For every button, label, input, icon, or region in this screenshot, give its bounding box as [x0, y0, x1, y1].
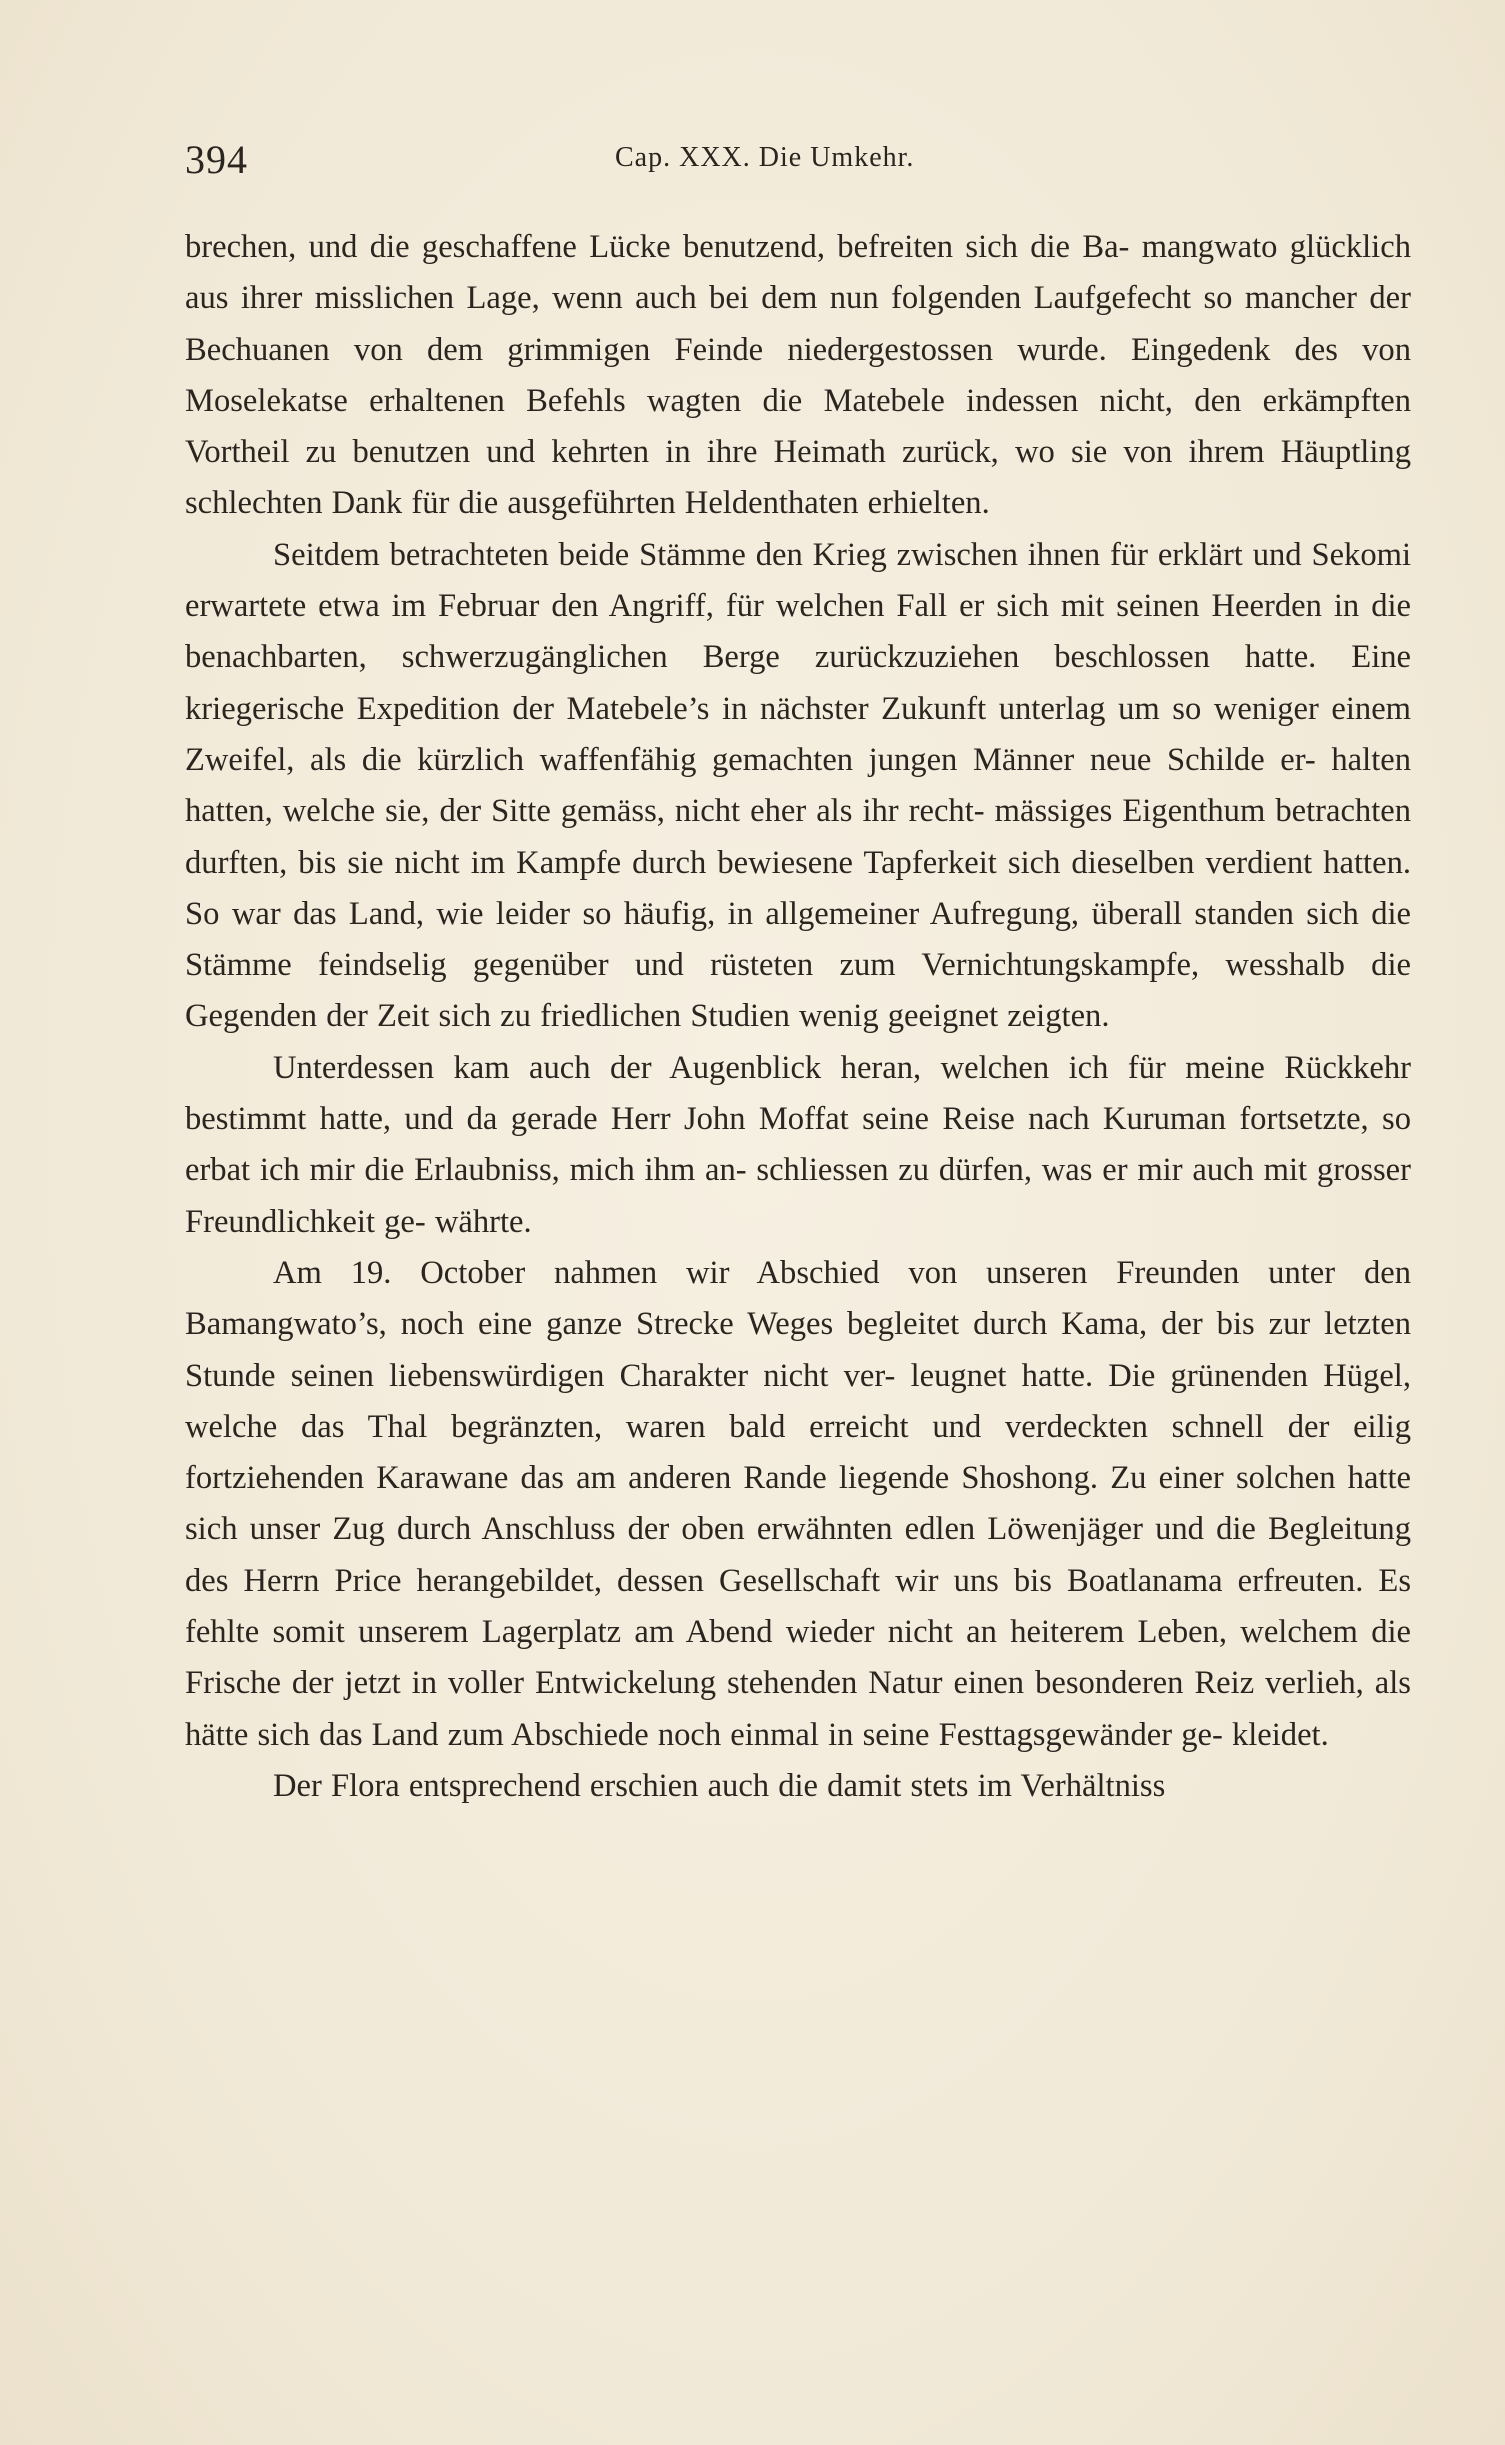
paragraph-2: Seitdem betrachteten beide Stämme den Krieg zwischen ihnen für erklärt und Sekomi erwartete etwa im Februar den Angriff, für welchen Fall er sich mit seinen Heerden in die benachbarten, schwerzugänglichen Berge zurückzuziehen beschlossen hatte. Eine kriegerische Expedition der Matebele’s in nächster Zukunft unterlag um so weniger einem Zweifel, als die kürzlich waffenfähig gemachten jungen Männer neue Schilde er- halten hatten, welche sie, der Sitte gemäss, nicht eher als ihr recht- mässiges Eigenthum betrachten durften, bis sie nicht im Kampfe durch bewiesene Tapferkeit sich dieselben verdient hatten. So war das Land, wie leider so häufig, in allgemeiner Aufregung, überall standen sich die Stämme feindselig gegenüber und rüsteten zum Vernichtungskampfe, wesshalb die Gegenden der Zeit sich zu friedlichen Studien wenig geeignet zeigten. [185, 536, 1411, 1035]
paragraph-1: brechen, und die geschaffene Lücke benutzend, befreiten sich die Ba- mangwato glücklich aus ihrer misslichen Lage, wenn auch bei dem nun folgenden Laufgefecht so mancher der Bechuanen von dem grimmigen Feinde niedergestossen wurde. Eingedenk des von Moselekatse erhaltenen Befehls wagten die Matebele indessen nicht, den erkämpften Vortheil zu benutzen und kehrten in ihre Heimath zurück, wo sie von ihrem Häuptling schlechten Dank für die ausgeführten Heldenthaten erhielten. [185, 229, 1411, 522]
paragraph-4: Am 19. October nahmen wir Abschied von unseren Freunden unter den Bamangwato’s, noch eine ganze Strecke Weges begleitet durch Kama, der bis zur letzten Stunde seinen liebenswürdigen Charakter nicht ver- leugnet hatte. Die grünenden Hügel, welche das Thal begränzten, waren bald erreicht und verdeckten schnell der eilig fortziehenden Karawane das am anderen Rande liegende Shoshong. Zu einer solchen hatte sich unser Zug durch Anschluss der oben erwähnten edlen Löwenjäger und die Begleitung des Herrn Price herangebildet, dessen Gesellschaft wir uns bis Boatlanama erfreuten. Es fehlte somit unserem Lagerplatz am Abend wieder nicht an heiterem Leben, welchem die Frische der jetzt in voller Entwickelung stehenden Natur einen besonderen Reiz verlieh, als hätte sich das Land zum Abschiede noch einmal in seine Festtagsgewänder ge- kleidet. [185, 1254, 1411, 1753]
body-text [185, 222, 1411, 1812]
paragraph-3: Unterdessen kam auch der Augenblick heran, welchen ich für meine Rückkehr bestimmt hatte, und da gerade Herr John Moffat seine Reise nach Kuruman fortsetzte, so erbat ich mir die Erlaubniss, mich ihm an- schliessen zu dürfen, was er mir auch mit grosser Freundlichkeit ge- währte. [185, 1049, 1411, 1240]
paragraph-5: Der Flora entsprechend erschien auch die damit stets im Verhältniss [273, 1767, 1166, 1804]
page-header [185, 136, 1411, 196]
page-number: 394 [185, 137, 248, 182]
running-head: Cap. XXX. Die Umkehr. [615, 142, 915, 173]
